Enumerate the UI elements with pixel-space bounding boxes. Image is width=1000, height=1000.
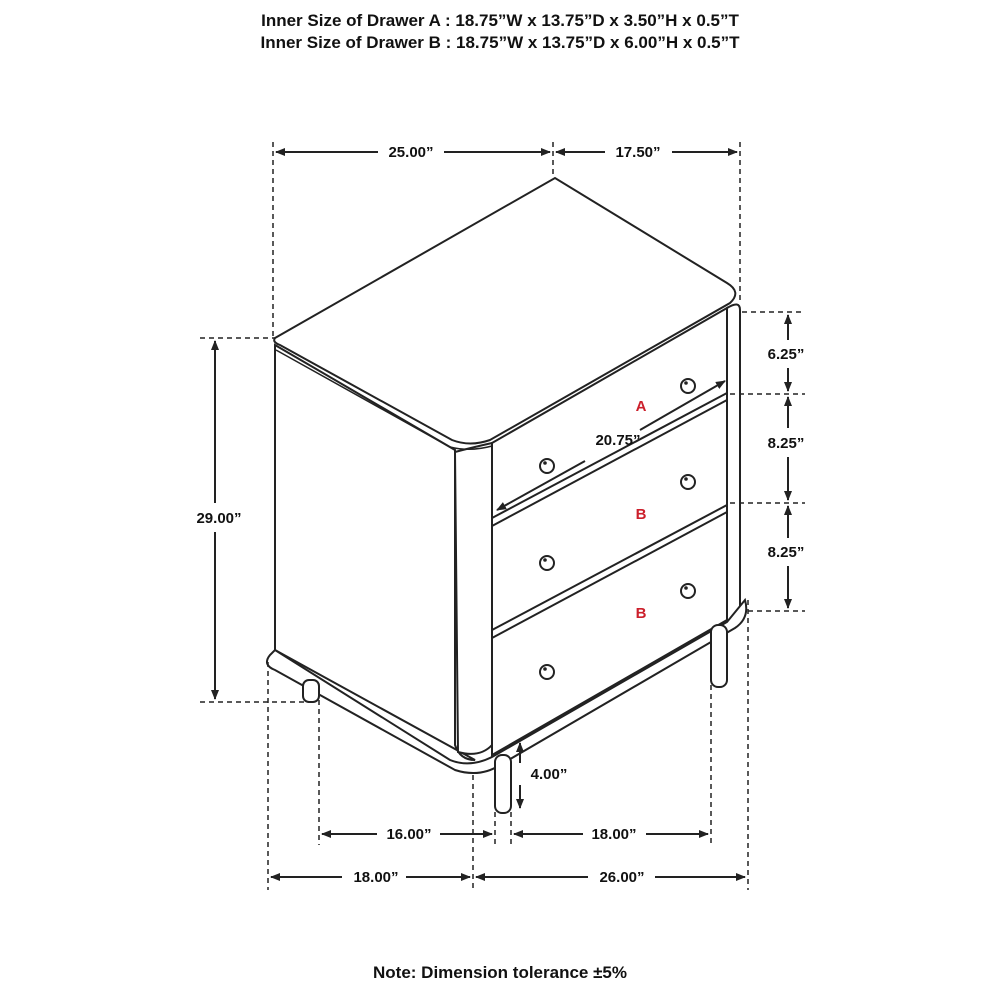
corner-column (455, 443, 492, 754)
drawer-label-a: A (635, 398, 647, 415)
knob-icon (540, 665, 554, 679)
leg-front-left (495, 755, 511, 813)
drawer-a-inner-size: Inner Size of Drawer A : 18.75”W x 13.75”D x 3.50”H x 0.5”T (261, 11, 739, 30)
height-dimension: 29.00” (196, 510, 242, 527)
knob-icon (681, 475, 695, 489)
top-depth-dimension: 17.50” (615, 144, 661, 161)
knob-icon (540, 459, 554, 473)
knob-icon (681, 379, 695, 393)
leg-back-left (303, 680, 319, 702)
drawer-b-inner-size: Inner Size of Drawer B : 18.75”W x 13.75”D x 6.00”H x 0.5”T (260, 33, 740, 52)
drawer-2-height: 8.25” (767, 435, 805, 452)
drawer-3-height: 8.25” (767, 544, 805, 561)
tolerance-note: Note: Dimension tolerance ±5% (373, 963, 627, 982)
top-width-dimension: 25.00” (388, 144, 434, 161)
leg-span-front-dimension: 18.00” (591, 826, 637, 843)
nightstand-outline (267, 178, 746, 813)
leg-height-dimension: 4.00” (530, 766, 568, 783)
drawer-1-height: 6.25” (767, 346, 805, 363)
right-column (727, 304, 740, 622)
leg-front-right (711, 625, 727, 687)
knob-icon (681, 584, 695, 598)
drawer-label-b-middle: B (635, 506, 647, 523)
base-depth-dimension: 18.00” (353, 869, 399, 886)
inner-width-dimension: 20.75” (595, 432, 641, 449)
drawer-label-b-bottom: B (635, 605, 647, 622)
knob-icon (540, 556, 554, 570)
leg-span-side-dimension: 16.00” (386, 826, 432, 843)
base-width-dimension: 26.00” (599, 869, 645, 886)
